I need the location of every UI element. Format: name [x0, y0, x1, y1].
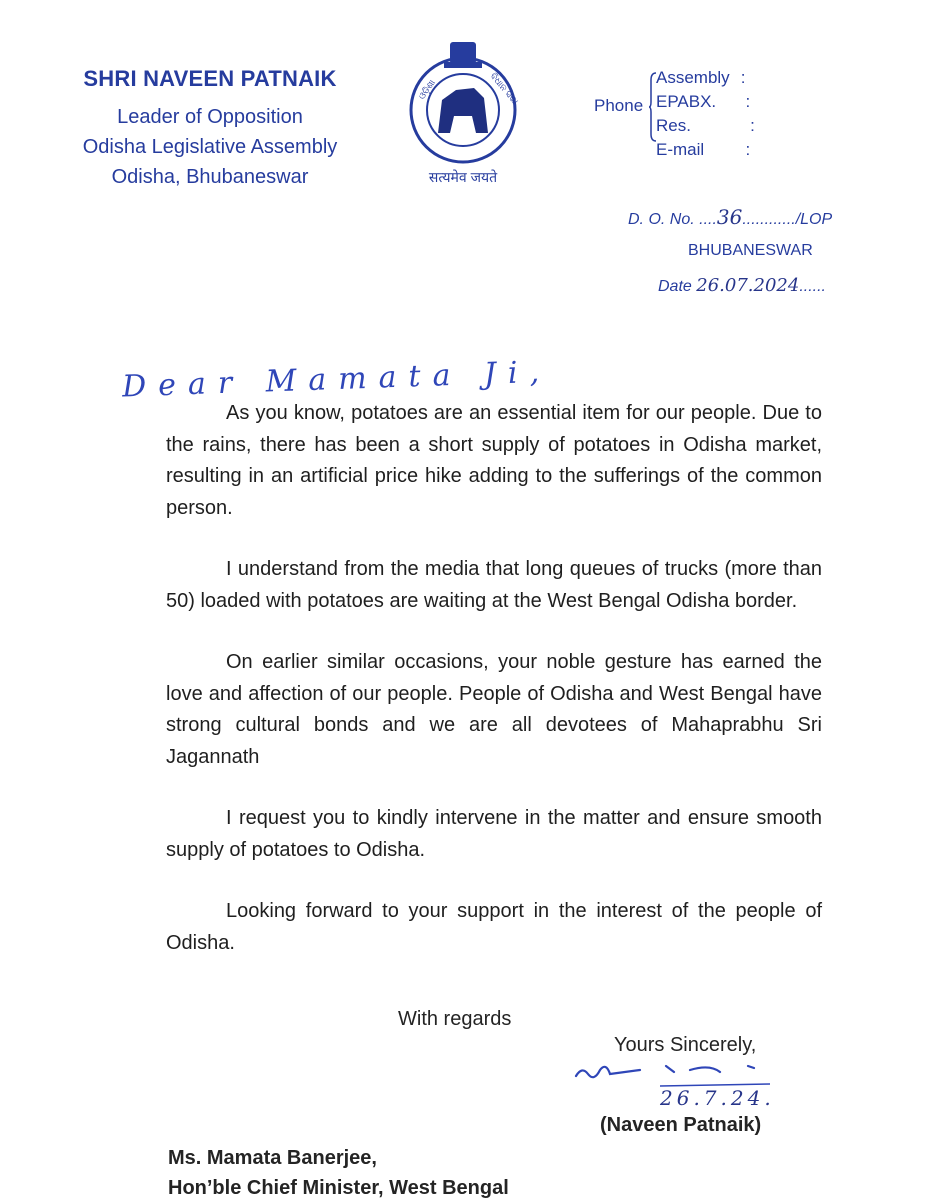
closing-yours: Yours Sincerely, [614, 1034, 757, 1056]
do-number: 36 [716, 205, 743, 229]
do-prefix: D. O. No. .... [628, 211, 717, 228]
phone-label: Phone [594, 96, 644, 115]
contact-block: Phone Assembly : EPABX. : Res. : E-mail : [594, 68, 755, 159]
paragraph: I understand from the media that long queues of trucks (more than 50) loaded with potatoes are waiting at the West Bengal Odisha border. [166, 558, 822, 612]
sender-designation: Leader of Opposition [117, 106, 303, 128]
emblem-ring-left: ଓଡ଼ିଶା [416, 77, 438, 102]
sender-block [60, 66, 360, 192]
date-dots: ...... [799, 278, 826, 295]
date-value: 26.07.2024 [696, 275, 800, 296]
sender-location: Odisha, Bhubaneswar [111, 166, 309, 188]
paragraph: On earlier similar occasions, your noble gesture has earned the love and affection of our people. People of Odisha and West Bengal have strong cultural bonds and we are all devotees of Mahaprabhu Sri Jagannath [166, 651, 822, 768]
contact-assembly: Assembly [656, 68, 730, 87]
emblem-ring-right: ବିଧାନ ସଭା [488, 70, 521, 107]
recipient-name: Ms. Mamata Banerjee, [168, 1147, 377, 1169]
salutation: Dear Mamata Ji, [121, 354, 552, 405]
date-label: Date [658, 278, 692, 295]
contact-epabx: EPABX. [656, 92, 717, 111]
paragraph: I request you to kindly intervene in the matter and ensure smooth supply of potatoes to Odisha. [166, 807, 822, 861]
contact-email: E-mail [656, 140, 705, 159]
date-row [658, 275, 826, 296]
contact-res: Res. [656, 116, 691, 135]
sender-name: SHRI NAVEEN PATNAIK [83, 66, 337, 91]
recipient-block [168, 1143, 509, 1203]
closing-regards: With regards [398, 1008, 512, 1030]
do-suffix: ............/LOP [742, 211, 833, 228]
motto-text: सत्यमेव जयते [428, 169, 498, 185]
signatory-name: (Naveen Patnaik) [600, 1114, 762, 1136]
letter-body [166, 398, 822, 989]
paragraph: Looking forward to your support in the interest of the people of Odisha. [166, 900, 822, 954]
sender-assembly: Odisha Legislative Assembly [82, 136, 338, 158]
do-number-row [628, 205, 832, 229]
signature-date: 26.7.24. [660, 1086, 775, 1110]
recipient-title: Hon’ble Chief Minister, West Bengal [168, 1177, 509, 1199]
city-label: BHUBANESWAR [688, 242, 813, 259]
signature-scribble [570, 1040, 790, 1090]
paragraph: As you know, potatoes are an essential item for our people. Due to the rains, there has been a short supply of potatoes in Odisha market, resulting in an artificial price hike adding to the sufferings of the common person. [166, 402, 822, 519]
